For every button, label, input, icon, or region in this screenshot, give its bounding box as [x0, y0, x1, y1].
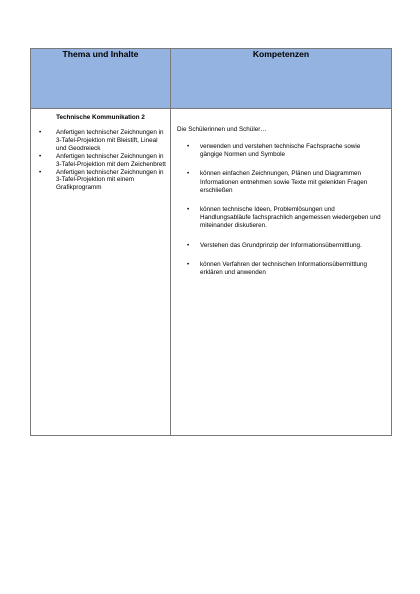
list-item-text: Verstehen das Grundprinzip der Informationsübermittlung. — [200, 241, 362, 249]
list-item — [39, 169, 166, 193]
list-item-text: verwenden und verstehen technische Fachsprache sowie gängige Normen und Symbole — [200, 143, 361, 159]
bullet-icon: • — [187, 170, 190, 178]
competencies-intro: Die Schülerinnen und Schüler… — [177, 126, 267, 133]
bullet-icon: • — [39, 152, 42, 160]
list-item — [187, 170, 383, 195]
list-item — [187, 261, 383, 277]
list-item — [39, 129, 166, 153]
list-item — [187, 242, 383, 250]
list-item-text: können Verfahren der technischen Informationsübermittlung erklären und anwenden — [200, 260, 367, 277]
topic-title: Technische Kommunikation 2 — [56, 114, 145, 121]
list-item — [187, 143, 383, 159]
list-item-text: Anfertigen technischer Zeichnungen in 3-Tafel-Projektion mit einem Grafikprogramm — [56, 168, 164, 192]
topics-cell — [31, 109, 171, 436]
list-item-text: Anfertigen technischer Zeichnungen in 3-Tafel-Projektion mit Bleistift, Lineal und Geodreieck — [56, 129, 164, 152]
bullet-icon: • — [39, 129, 42, 136]
bullet-icon: • — [187, 143, 190, 150]
topic-list — [31, 129, 170, 192]
list-item — [187, 206, 383, 231]
list-item — [39, 153, 166, 169]
header-topics: Thema und Inhalte — [31, 49, 171, 109]
table-header-row — [31, 49, 392, 109]
curriculum-table — [30, 48, 392, 436]
list-item-text: können einfachen Zeichnungen, Plänen und Diagrammen Informationen entnehmen sowie Texte mit gelenkten Fragen erschließen — [200, 170, 368, 194]
list-item-text: können technische Ideen, Problemlösungen und Handlungsabläufe fachsprachlich angemessen wiedergeben und miteinander diskutieren. — [200, 206, 381, 230]
competencies-cell — [171, 109, 392, 436]
bullet-icon: • — [39, 168, 42, 176]
header-competencies: Kompetenzen — [171, 49, 392, 109]
competency-list — [171, 143, 391, 277]
bullet-icon: • — [187, 206, 190, 214]
bullet-icon: • — [187, 260, 190, 268]
table-content-row — [31, 109, 392, 436]
list-item-text: Anfertigen technischer Zeichnungen in 3-Tafel-Projektion mit dem Zeichenbrett — [56, 152, 166, 168]
bullet-icon: • — [187, 241, 190, 249]
